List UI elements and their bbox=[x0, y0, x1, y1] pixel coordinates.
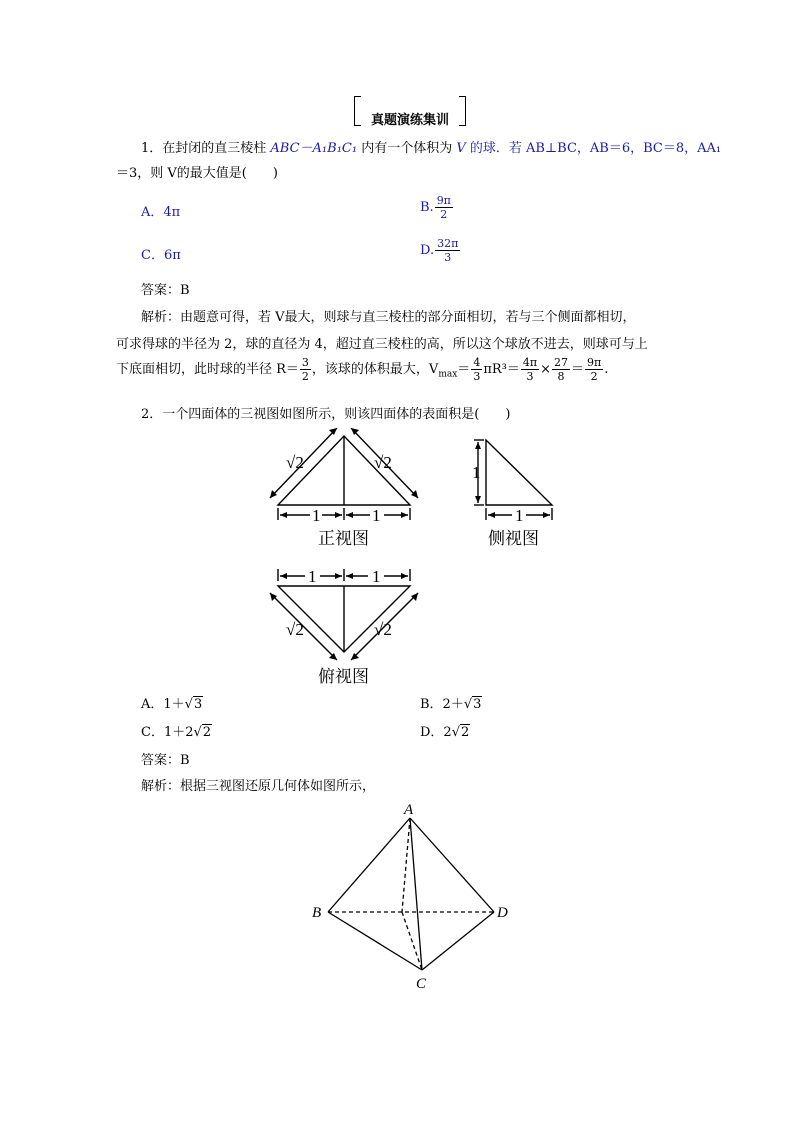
vertex-a-label: A bbox=[404, 802, 414, 818]
q1-option-d: D. $\frac{32\pi}{3}$ bbox=[420, 237, 459, 264]
hidden-altitude bbox=[402, 818, 410, 912]
tetrahedron-figure bbox=[308, 800, 518, 995]
front-view-label: 正视图 bbox=[318, 529, 369, 548]
q1-option-c: C．6π bbox=[141, 248, 181, 263]
section-title: 真题演练集训 bbox=[370, 113, 449, 128]
q1-explanation-line3: 下底面相切，此时球的半径 R＝ $\frac{3}{2}$ ，该球的体积最大，$V_{max}=$ $\frac{4}{3}$ πR³＝ $\frac{4\pi}{3}$ × $\frac{27}{8}$ ＝ $\frac{9\pi}{2}$ . bbox=[116, 356, 609, 383]
q1-explanation-line2: 可求得球的半径为 2，球的直径为 4，超过直三棱柱的高，所以这个球放不进去，则球可与上 bbox=[116, 337, 648, 352]
front-dim-bottom-left: 1 bbox=[312, 506, 321, 525]
front-dim-bottom-right: 1 bbox=[372, 506, 381, 525]
edge-ad bbox=[410, 818, 494, 912]
side-view-label: 侧视图 bbox=[488, 529, 539, 548]
q2-option-b: B．2＋√3 bbox=[420, 697, 482, 712]
edge-ac bbox=[410, 818, 422, 970]
vertex-d-label: D bbox=[497, 905, 508, 921]
q1-answer: 答案：B bbox=[141, 283, 190, 298]
right-bracket bbox=[459, 96, 466, 126]
top-dim-left: 1 bbox=[308, 567, 317, 586]
top-dim-right: 1 bbox=[372, 567, 381, 586]
q1-stem-line1: 1．在封闭的直三棱柱 ABC－A₁B₁C₁ 内有一个体积为 V 的球．若 AB⊥BC，AB＝6，BC＝8，AA₁ bbox=[141, 141, 722, 156]
q2-option-c: C．1＋2√2 bbox=[141, 725, 212, 740]
q2-option-d: D．2√2 bbox=[420, 725, 470, 740]
q1-option-b-fraction: $\frac{9\pi}{2}$ bbox=[436, 194, 451, 221]
top-view-label: 俯视图 bbox=[318, 667, 369, 686]
section-title-box bbox=[354, 96, 466, 126]
q1-explanation-line1: 解析：由题意可得，若 V最大，则球与直三棱柱的部分面相切，若与三个侧面都相切， bbox=[141, 310, 636, 325]
edge-bc bbox=[328, 912, 422, 970]
top-dim-sqrt2-right: √2 bbox=[374, 620, 392, 639]
q2-option-a: A．1＋√3 bbox=[141, 697, 203, 712]
vertex-b-label: B bbox=[312, 905, 322, 921]
edge-dc bbox=[422, 912, 494, 970]
q1-stem-line2: ＝3，则 V的最大值是( ) bbox=[116, 166, 278, 181]
q1-option-b: B. $\frac{9\pi}{2}$ bbox=[420, 194, 451, 221]
front-dim-right-label: √2 bbox=[374, 453, 392, 472]
edge-ab bbox=[328, 818, 410, 912]
hidden-median bbox=[402, 912, 422, 970]
q2-answer: 答案：B bbox=[141, 753, 190, 768]
front-dim-left-label: √2 bbox=[286, 453, 304, 472]
side-view-triangle bbox=[486, 440, 552, 505]
top-dim-sqrt2-left: √2 bbox=[286, 620, 304, 639]
side-dim-bottom: 1 bbox=[515, 506, 524, 525]
q1-option-a: A．4π bbox=[141, 205, 181, 220]
q2-stem: 2．一个四面体的三视图如图所示，则该四面体的表面积是( ) bbox=[141, 407, 511, 422]
q1-option-d-fraction: $\frac{32\pi}{3}$ bbox=[437, 237, 459, 264]
q2-explanation: 解析：根据三视图还原几何体如图所示， bbox=[141, 779, 376, 794]
vertex-c-label: C bbox=[416, 976, 427, 992]
side-dim-height: 1 bbox=[472, 463, 481, 482]
three-views-figure bbox=[260, 428, 560, 690]
